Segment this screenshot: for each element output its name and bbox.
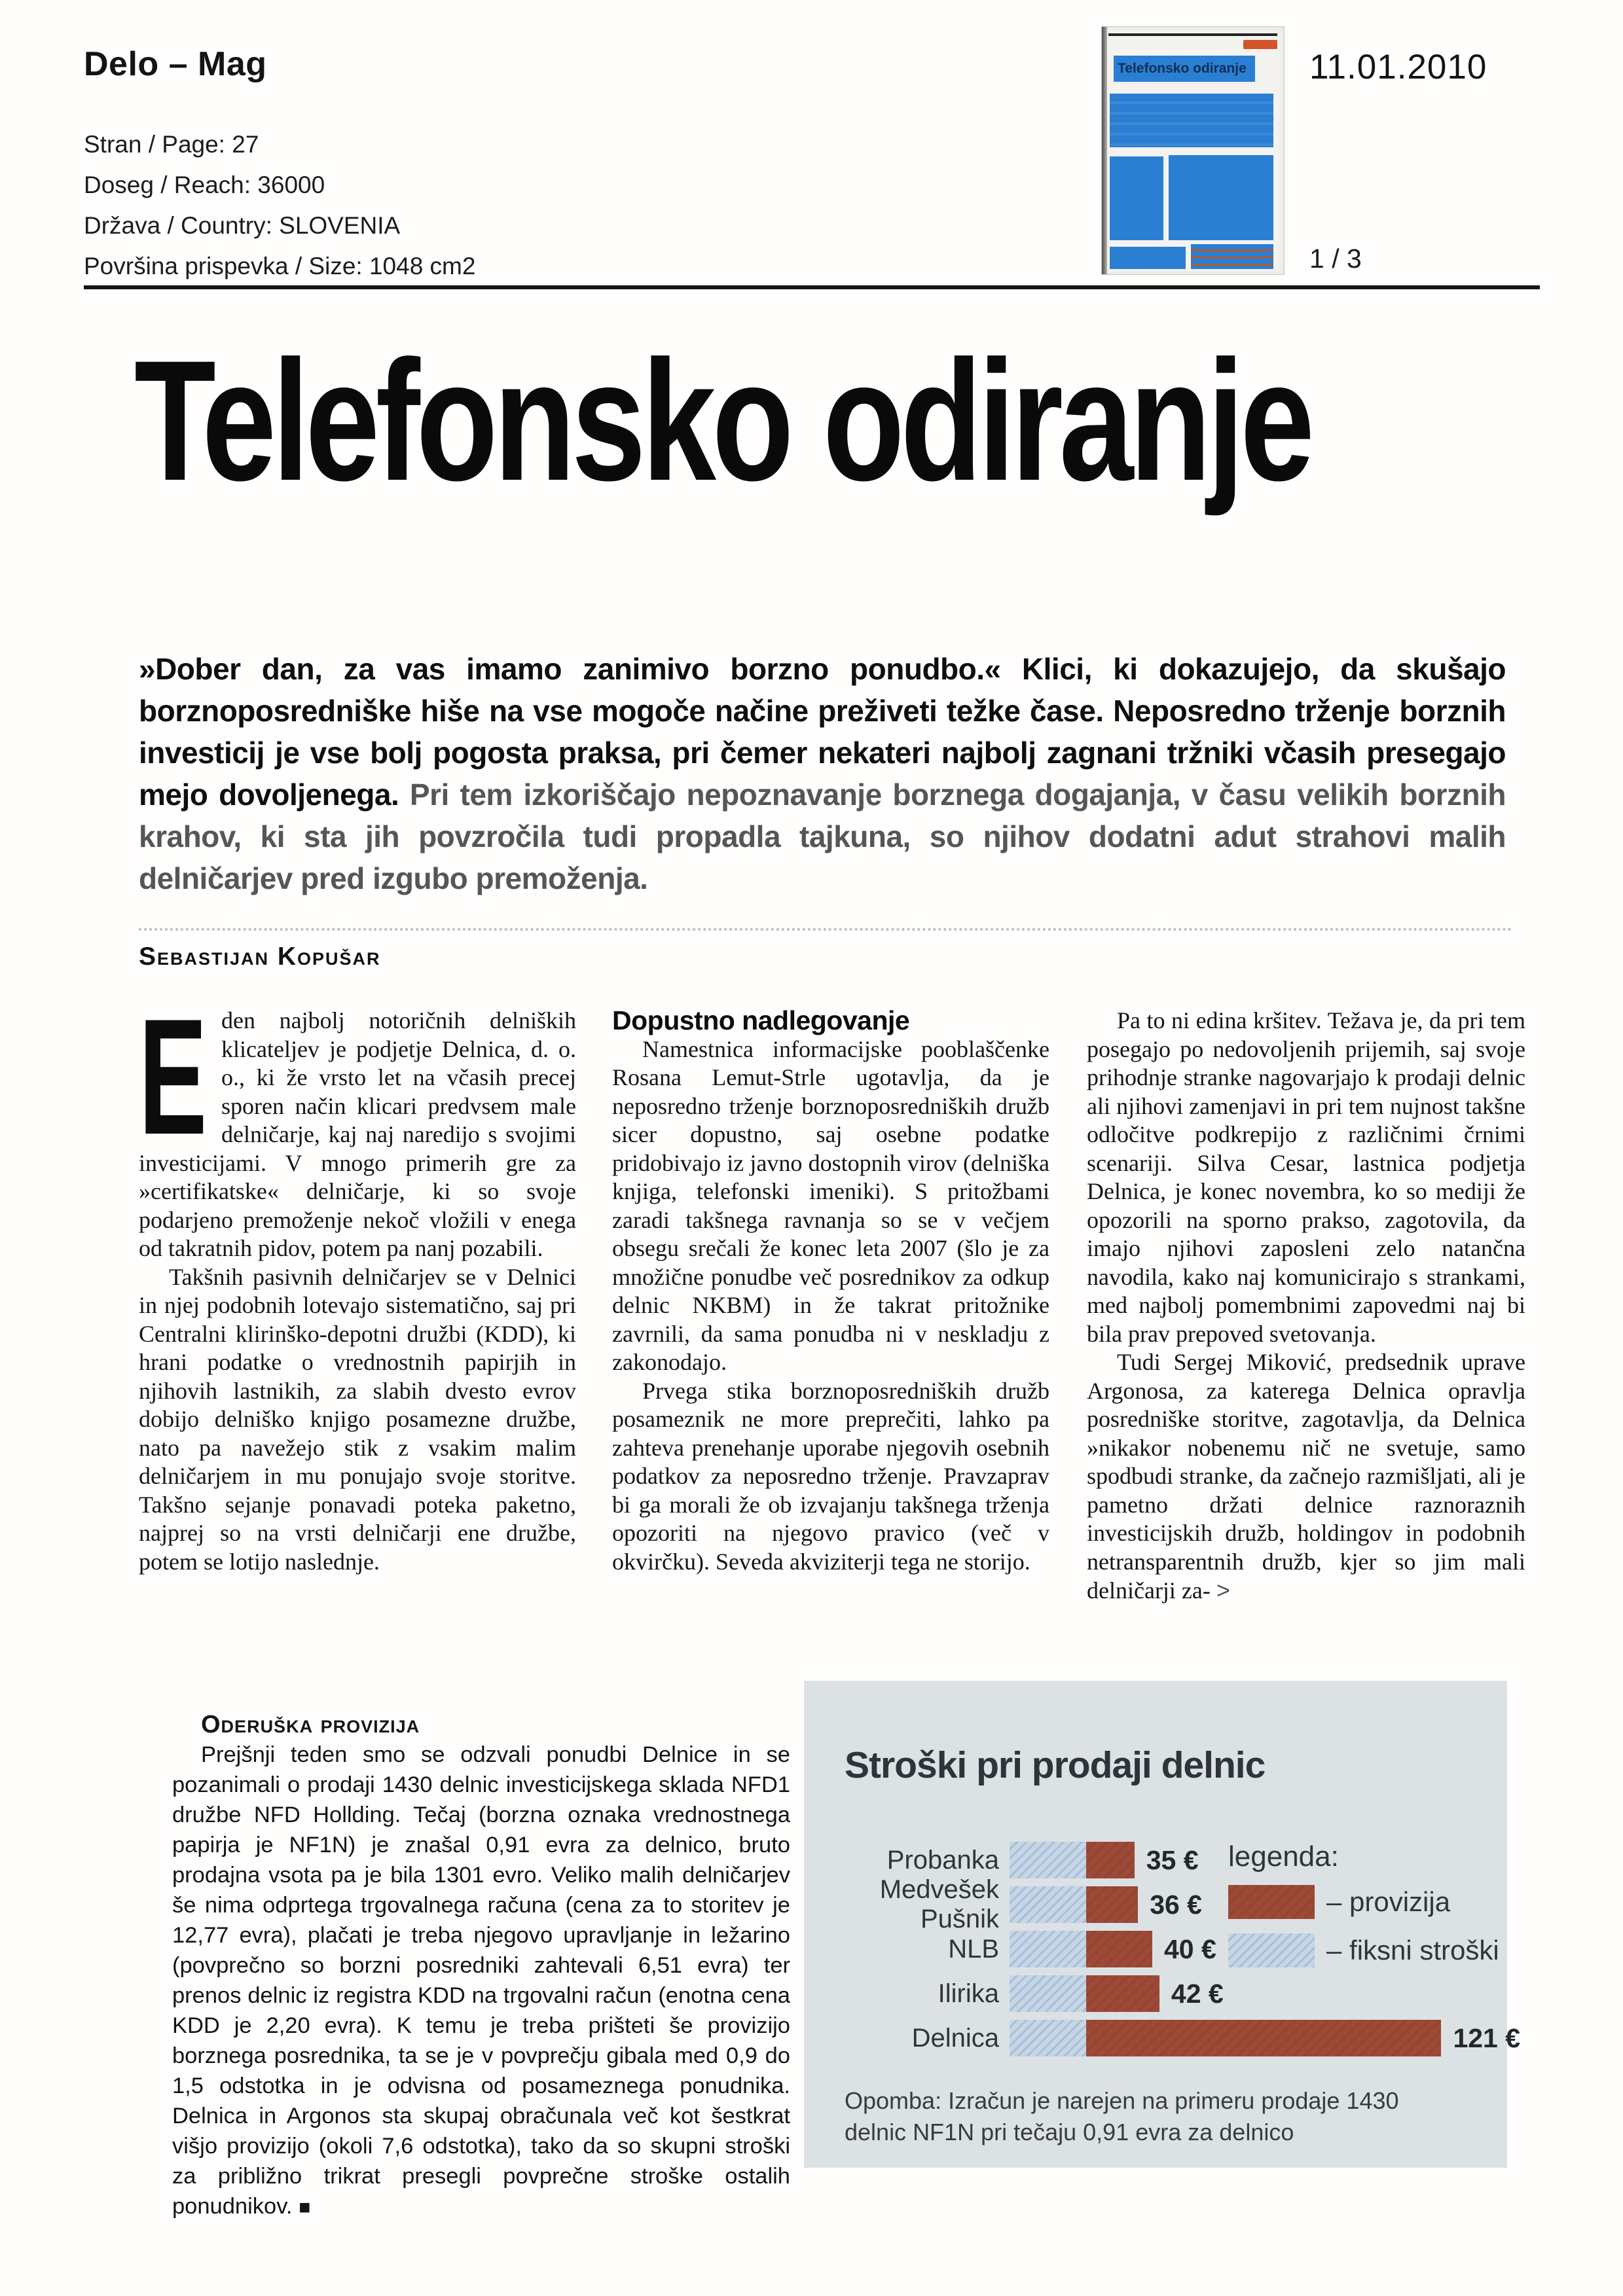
article-headline: Telefonsko odiranje	[134, 325, 1311, 516]
section-heading: Dopustno nadlegovanje	[612, 1005, 910, 1035]
drop-cap: E	[139, 985, 208, 1169]
provizija-swatch-icon	[1228, 1885, 1315, 1919]
body-column-2	[612, 1007, 1049, 1576]
chart-bar	[1010, 1842, 1135, 1878]
paragraph	[1087, 1348, 1525, 1605]
cost-chart	[804, 1681, 1521, 2168]
paragraph-text: Tudi Sergej Miković, predsednik uprave Argonosa, za katerega Delnica opravlja posredniške storitve, zagotavlja, da Delnica »nikakor nobenemu nič ne svetuje, samo spodbudi stranke, da začnejo razmišljati, ali je pametno držati delnice raznoraznih investicijskih družb, holdingov in podobnih netransparentnih družb, kjer so jim mali delničarji za-	[1087, 1349, 1525, 1604]
page-indicator: 1 / 3	[1309, 243, 1362, 274]
chart-row	[830, 2016, 1521, 2060]
header-divider	[84, 285, 1540, 289]
thumbnail-column-block	[1110, 156, 1163, 240]
chart-category-label: Ilirika	[938, 1979, 999, 2008]
chart-bar	[1010, 1931, 1152, 1967]
chart-bar	[1010, 2020, 1441, 2056]
chart-category-label: NLB	[948, 1934, 999, 1964]
bar-segment-fiksni-stroski	[1010, 1975, 1086, 2012]
bar-segment-provizija	[1086, 1931, 1152, 1967]
publication-name: Delo – Mag	[84, 45, 267, 83]
bar-segment-provizija	[1086, 1975, 1159, 2012]
thumbnail-top-rule	[1108, 33, 1277, 36]
chart-category-label: Delnica	[911, 2023, 999, 2053]
meta-page: Stran / Page: 27	[84, 131, 259, 158]
legend-label: – provizija	[1326, 1886, 1451, 1917]
bar-segment-provizija	[1086, 2020, 1441, 2056]
paragraph	[139, 985, 576, 1263]
chart-category-label: Medvešek Pušnik	[879, 1875, 999, 1933]
paragraph: Pa to ni edina kršitev. Težava je, da pri tem posegajo po nedovoljenih prijemih, saj svoje prihodnje stranke nagovarjajo k prodaji delnic ali njihovi zamenjavi in pri tem nujnost takšne odločitve podkrepijo z različnimi črnimi scenariji. Silva Cesar, lastnica podjetja Delnica, je konec novembra, ko so mediji že opozorili na sporno prakso, zagotovila, da imajo njihovi zaposleni zelo natančna navodila, kako naj komunicirajo s strankami, med najbolj pomembnimi zapovedmi naj bi bila prav prepoved svetovanja.	[1087, 1007, 1525, 1347]
sidebar-body-text: Prejšnji teden smo se odzvali ponudbi Delnice in se pozanimali o prodaji 1430 delnic investicijskega sklada NFD1 družbe NFD Hollding. Tečaj (borzna oznaka vrednostnega papirja je NF1N) je znašal 0,91 evra za delnico, bruto prodajna vsota pa je bila 1301 evro. Veliko malih delničarjev še nima odprtega trgovalnega računa (cena za to storitev je 12,77 evra), plačati je treba njegovo upravljanje in ležarino (povprečno so borzni posredniki zahtevali 6,51 evra) ter prenos delnic iz registra KDD na trgovalni račun (enotna cena KDD je 2,20 evra). K temu je treba prišteti še provizijo borznega posrednika, ta se je v povprečju gibala med 0,9 do 1,5 odstotka in je odvisna od posameznega ponudnika. Delnica in Argonos sta skupaj obračunala več kot šestkrat višjo provizijo (okoli 7,6 odstotka), tako da so skupni stroški za približno trikrat presegli povprečne stroške ostalih ponudnikov.	[172, 1742, 790, 2219]
chart-value-label: 121 €	[1453, 2022, 1521, 2053]
paragraph: Namestnica informacijske pooblaščenke Rosana Lemut-Strle ugotavlja, da je neposredno trženje borznoposredniških družb sicer dopustno, saj osebne podatke pridobivajo iz javno dostopnih virov (delniška knjiga, telefonski imeniki). S pritožbami zaradi takšnega ravnanja so se v večjem obsegu srečali že konec leta 2007 (šlo je za množične ponudbe več posrednikov za odkup delnic NKBM) in že takrat pritožnike zavrnili, da sama ponudba ni v neskladju z zakonodajo.	[612, 1035, 1049, 1375]
byline: Sebastijan Kopušar	[139, 942, 381, 971]
bar-segment-provizija	[1086, 1842, 1135, 1878]
chart-note: Opomba: Izračun je narejen na primeru prodaje 1430 delnic NF1N pri tečaju 0,91 evra za delnico	[845, 2087, 1399, 2145]
chart-title: Stroški pri prodaji delnic	[845, 1744, 1266, 1786]
newspaper-logo-icon	[1243, 40, 1277, 49]
byline-divider	[139, 928, 1512, 931]
chart-value-label: 42 €	[1171, 1978, 1224, 2009]
meta-size: Površina prispevka / Size: 1048 cm2	[84, 253, 476, 279]
sidebar-heading: Oderuška provizija	[201, 1711, 420, 1738]
paragraph: Prvega stika borznoposredniških družb posameznik ne more preprečiti, lahko pa zahteva prenehanje uporabe njegovih osebnih podatkov za neposredno trženje. Pravzaprav bi ga morali že ob izvajanju takšnega trženja opozoriti na njegovo pravico (več v okvirčku). Seveda akviziterji tega ne storijo.	[612, 1377, 1049, 1575]
thumbnail-page-edge	[1102, 27, 1107, 274]
chart-value-label: 40 €	[1163, 1933, 1216, 1964]
thumbnail-chart-block	[1191, 244, 1273, 269]
chart-bar	[1010, 1975, 1159, 2012]
thumbnail-sidebar-block	[1110, 247, 1186, 269]
sidebar-box	[172, 1710, 790, 2223]
thumbnail-column-block	[1169, 155, 1273, 240]
paragraph-text: den najbolj notoričnih delniških klicateljev je podjetje Delnica, d. o. o., ki že vrsto let na včasih precej sporen način klicari predvsem male delničarje, kaj naj naredijo s svojimi investicijami. V mnogo primerih gre za »certifikatske« delničarje, ki so svoje podarjeno premoženje nekoč vložili v enega od takratnih pidov, potem pa nanj pozabili.	[139, 1007, 576, 1261]
thumbnail-lede-block	[1110, 94, 1273, 147]
legend-title: legenda:	[1228, 1840, 1339, 1873]
meta-reach: Doseg / Reach: 36000	[84, 171, 325, 198]
legend-label: – fiksni stroški	[1326, 1935, 1499, 1965]
chart-category-label: Probanka	[886, 1845, 999, 1874]
bar-segment-fiksni-stroski	[1010, 1842, 1086, 1878]
bar-segment-provizija	[1086, 1886, 1138, 1923]
legend-item	[1228, 1933, 1499, 1967]
lede-bold-text: »Dober dan, za vas imamo zanimivo borzno ponudbo.« Klici, ki dokazujejo, da skušajo borznoposredniške hiše na vse mogoče načine preživeti težke čase. Neposredno trženje borznih investicij je vse bolj pogosta praksa, pri čemer nekateri najbolj zagnani tržniki včasih presegajo mejo dovoljenega.	[139, 652, 1506, 812]
thumbnail-headline: Telefonsko odiranje	[1114, 56, 1255, 82]
clipping-metadata	[84, 124, 475, 287]
clipping-date: 11.01.2010	[1309, 48, 1487, 86]
paragraph: Takšnih pasivnih delničarjev se v Delnici in njej podobnih lotevajo sistematično, saj pri Centralni klirinško-depotni družbi (KDD), ki hrani podatke o vrednostnih papirjih in njihovih lastnikih, za slabih dvesto evrov dobijo delniško knjigo posamezne družbe, nato pa navežejo stik z vsakim malim delničarjem in mu ponujajo svoje storitve. Takšno sejanje ponavadi poteka paketno, najprej so na vrsti delničarji ene družbe, potem se lotijo naslednje.	[139, 1263, 576, 1575]
bar-segment-fiksni-stroski	[1010, 1886, 1086, 1923]
body-column-3	[1087, 1007, 1525, 1605]
chart-bar	[1010, 1886, 1138, 1923]
meta-country: Država / Country: SLOVENIA	[84, 212, 401, 239]
lede-faded-text: Pri tem izkoriščajo nepoznavanje borznega dogajanja, v času velikih borznih krahov, ki sta jih povzročila tudi propadla tajkuna, so njihov dodatni adut strahovi malih delničarjev pred izgubo premoženja.	[139, 778, 1506, 895]
bar-segment-fiksni-stroski	[1010, 2020, 1086, 2056]
chart-value-label: 36 €	[1150, 1889, 1202, 1920]
bar-segment-fiksni-stroski	[1010, 1931, 1086, 1967]
fiksni-stroski-swatch-icon	[1228, 1933, 1315, 1967]
chart-legend	[1228, 1840, 1499, 1982]
sidebar-text	[172, 1740, 790, 2223]
article-lede	[139, 648, 1506, 899]
body-column-1	[139, 985, 576, 1576]
continuation-arrow-icon: >	[1216, 1577, 1230, 1604]
article-thumbnail	[1101, 26, 1285, 275]
chart-value-label: 35 €	[1146, 1844, 1199, 1875]
legend-item	[1228, 1885, 1499, 1919]
article-end-mark: ■	[299, 2197, 311, 2218]
